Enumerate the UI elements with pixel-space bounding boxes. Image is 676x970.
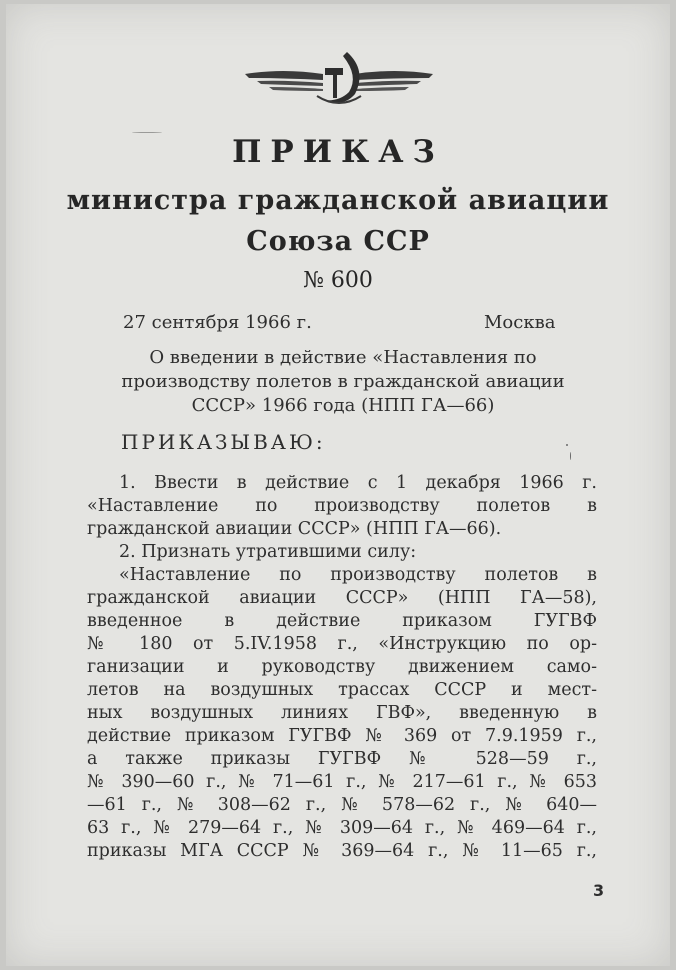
issuer-line-1: министра гражданской авиации bbox=[66, 185, 610, 216]
page-number: 3 bbox=[593, 881, 605, 900]
print-speck bbox=[570, 452, 571, 460]
body-line: гражданской авиации СССР» (НПП ГА—58), bbox=[87, 588, 597, 608]
body-line: 1. Ввести в действие с 1 декабря 1966 г. bbox=[119, 473, 597, 493]
order-date: 27 сентября 1966 г. bbox=[123, 312, 312, 333]
subject-line: производству полетов в гражданской авиации bbox=[121, 371, 565, 392]
document-title: ПРИКАЗ bbox=[232, 134, 444, 170]
subject-line: О введении в действие «Наставления по bbox=[149, 347, 537, 368]
body-line: а также приказы ГУГВФ № 528—59 г., bbox=[87, 749, 597, 769]
print-speck bbox=[566, 444, 568, 446]
order-body bbox=[87, 472, 597, 863]
body-line: «Наставление по производству полетов в bbox=[119, 565, 597, 585]
issuer-line-2: Союза ССР bbox=[246, 226, 430, 257]
body-line: введенное в действие приказом ГУГВФ bbox=[87, 611, 597, 631]
order-number: № 600 bbox=[303, 268, 373, 293]
body-line: гражданской авиации СССР» (НПП ГА—66). bbox=[87, 519, 502, 539]
print-speck bbox=[132, 132, 162, 133]
body-line: «Наставление по производству полетов в bbox=[87, 496, 597, 516]
body-line: ных воздушных линиях ГВФ», введенную в bbox=[87, 703, 597, 723]
body-line: —61 г., № 308—62 г., № 578—62 г., № 640— bbox=[87, 795, 597, 815]
body-line: 2. Признать утратившими силу: bbox=[119, 542, 417, 562]
body-line: № 390—60 г., № 71—61 г., № 217—61 г., № 653 bbox=[87, 772, 597, 792]
order-subject bbox=[78, 346, 608, 418]
subject-line: СССР» 1966 года (НПП ГА—66) bbox=[191, 395, 495, 416]
body-line: действие приказом ГУГВФ № 369 от 7.9.1959 г., bbox=[87, 726, 597, 746]
body-line: летов на воздушных трассах СССР и мест- bbox=[87, 680, 597, 700]
aeroflot-emblem-icon bbox=[243, 50, 435, 112]
body-line: ганизации и руководству движением само- bbox=[87, 657, 597, 677]
body-line: № 180 от 5.IV.1958 г., «Инструкцию по ор- bbox=[87, 634, 597, 654]
order-city: Москва bbox=[484, 312, 556, 333]
body-line: 63 г., № 279—64 г., № 309—64 г., № 469—64 г., bbox=[87, 818, 597, 838]
order-directive-word: ПРИКАЗЫВАЮ: bbox=[121, 430, 326, 454]
body-line: приказы МГА СССР № 369—64 г., № 11—65 г., bbox=[87, 841, 597, 861]
